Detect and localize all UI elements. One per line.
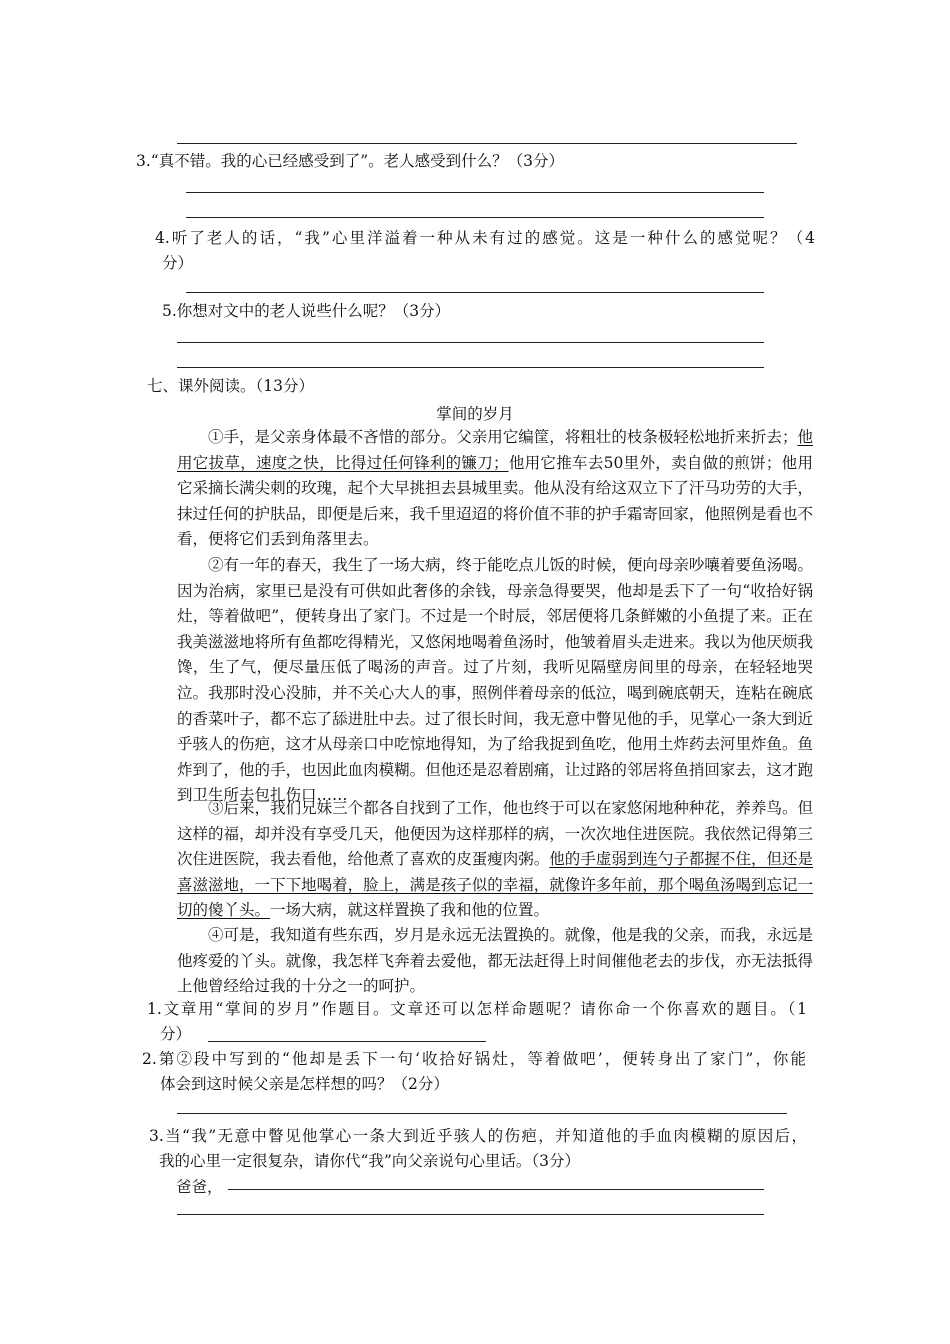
answer-line[interactable] — [228, 1189, 764, 1190]
answer-line[interactable] — [186, 292, 764, 293]
answer-line[interactable] — [177, 367, 764, 368]
question-3: 3.“真不错。我的心已经感受到了”。老人感受到什么？（3分） — [136, 152, 565, 170]
paragraph-2: ②有一年的春天，我生了一场大病，终于能吃点儿饭的时候，便向母亲吵嚷着要鱼汤喝。因为治病，家里已是没有可供如此奢侈的余钱，母亲急得要哭，他却是丢下了一句“收拾好锅灶，等着做吧”，便转身出了家门。不过是一个时辰，邻居便将几条鲜嫩的小鱼提了来。正在我美滋滋地将所有鱼都吃得精光，又悠闲地喝着鱼汤时，他皱着眉头走进来。我以为他厌烦我馋，生了气，便尽量压低了喝汤的声音。过了片刻，我听见隔壁房间里的母亲，在轻轻地哭泣。我那时没心没肺，并不关心大人的事，照例伴着母亲的低泣，喝到碗底朝天，连粘在碗底的香菜叶子，都不忘了舔进肚中去。过了很长时间，我无意中瞥见他的手，见掌心一条大到近乎骇人的伤疤，这才从母亲口中吃惊地得知，为了给我捉到鱼吃，他用土炸药去河里炸鱼。鱼炸到了，他的手，也因此血肉模糊。但他还是忍着剧痛，让过路的邻居将鱼捎回家去，这才跑到卫生所去包扎伤口…… — [177, 556, 813, 805]
reading-question-3: 3.当“我”无意中瞥见他掌心一条大到近乎骇人的伤疤，并知道他的手血肉模糊的原因后， — [149, 1127, 807, 1145]
answer-line[interactable] — [208, 1041, 486, 1042]
underlined-sentence: 他的手虚弱到连勺子都握不住，但还是喜滋滋地，一下下地喝着，脸上，满是孩子似的幸福，就像许多年前，那个喝鱼汤喝到忘记一切的傻丫头。 — [177, 850, 813, 920]
paragraph-1-text: ①手，是父亲身体最不吝惜的部分。父亲用它编筐，将粗壮的枝条极轻松地折来折去； — [208, 428, 798, 446]
paragraph-3-text: ③后来，我们兄妹三个都各自找到了工作，他也终于可以在家悠闲地种种花，养养鸟。但这样的福，却并没有享受几天，他便因为这样那样的病，一次次地住进医院。我依然记得第三次住进医院，我去看他，给他煮了喜欢的皮蛋瘦肉粥。 — [177, 799, 813, 869]
paragraph-4: ④可是，我知道有些东西，岁月是永远无法置换的。就像，他是我的父亲，而我，永远是他疼爱的丫头。就像，我怎样飞奔着去爱他，都无法赶得上时间催他老去的步伐，亦无法抵得上他曾经给过我的十分之一的呵护。 — [177, 926, 813, 996]
reading-question-3-cont: 我的心里一定很复杂，请你代“我”向父亲说句心里话。（3分） — [159, 1152, 580, 1170]
reading-question-2-cont: 体会到这时候父亲是怎样想的吗？（2分） — [160, 1075, 449, 1093]
reading-question-1: 1.文章用“掌间的岁月”作题目。文章还可以怎样命题呢？请你命一个你喜欢的题目。（1 — [147, 1000, 807, 1018]
underlined-sentence: 他用它拔草，速度之快，比得过任何锋利的镰刀； — [177, 428, 813, 472]
paragraph-3 — [177, 796, 813, 924]
reading-question-2: 2.第②段中写到的“他却是丢下一句‘收拾好锅灶，等着做吧’，便转身出了家门”，你能 — [142, 1050, 806, 1068]
paragraph-1-text: 他用它推车去50里外，卖自做的煎饼；他用它采摘长满尖刺的玫瑰，起个大早挑担去县城里卖。他从没有给这双立下了汗马功劳的大手，抹过任何的护肤品，即便是后来，我千里迢迢的将价值不菲的护手霜寄回家，他照例是看也不看，便将它们丢到角落里去。 — [177, 453, 813, 549]
paragraph-1 — [177, 425, 813, 553]
answer-prefix: 爸爸， — [176, 1178, 223, 1196]
reading-question-1-cont: 分） — [160, 1025, 192, 1043]
answer-line[interactable] — [186, 192, 764, 193]
answer-line[interactable] — [177, 1214, 764, 1215]
question-4: 4.听了老人的话，“我”心里洋溢着一种从未有过的感觉。这是一种什么的感觉呢？（4 — [155, 229, 815, 247]
article-title: 掌间的岁月 — [436, 405, 514, 423]
paragraph-3-text: 一场大病，就这样置换了我和他的位置。 — [270, 901, 550, 920]
question-4-cont: 分） — [162, 254, 194, 272]
answer-line[interactable] — [177, 1113, 787, 1114]
question-5: 5.你想对文中的老人说些什么呢？（3分） — [162, 302, 451, 320]
answer-line[interactable] — [177, 143, 797, 144]
answer-line[interactable] — [177, 342, 764, 343]
section-heading: 七、课外阅读。（13分） — [147, 377, 314, 395]
answer-line[interactable] — [186, 217, 764, 218]
